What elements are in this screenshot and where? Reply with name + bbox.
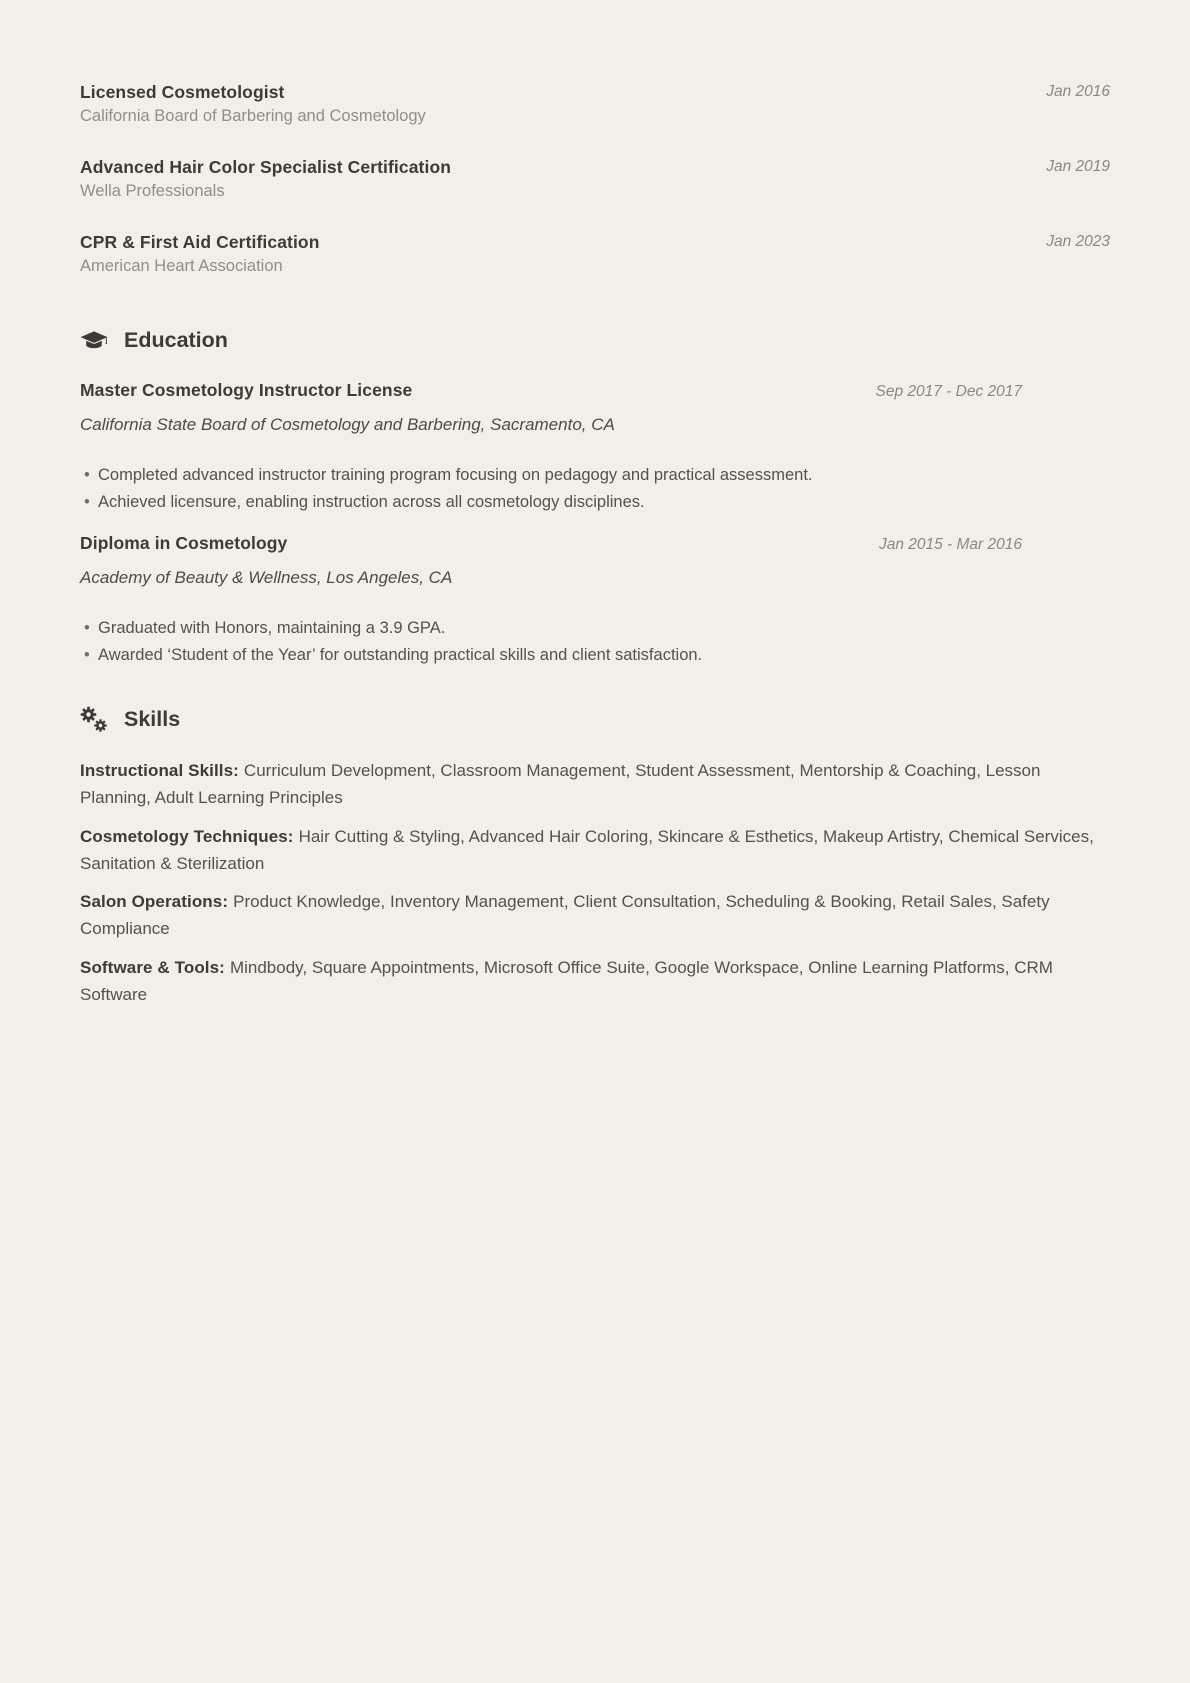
education-bullet-list bbox=[80, 462, 1110, 516]
certification-main bbox=[80, 80, 426, 129]
certification-issuer: American Heart Association bbox=[80, 257, 283, 275]
skills-section bbox=[80, 703, 1110, 1008]
certification-issuer: California Board of Barbering and Cosmetology bbox=[80, 107, 426, 125]
degree-title: Master Cosmetology Instructor License bbox=[80, 380, 413, 400]
skills-heading-label: Skills bbox=[124, 707, 181, 731]
skill-group-items: Mindbody, Square Appointments, Microsoft Office Suite, Google Workspace, Online Learning Platforms, CRM Software bbox=[80, 957, 1053, 1004]
gears-icon bbox=[80, 706, 108, 732]
education-bullet: • Graduated with Honors, maintaining a 3.9 GPA. bbox=[80, 615, 1110, 642]
certifications-section bbox=[80, 80, 1110, 279]
education-entry-header bbox=[80, 378, 1110, 404]
certification-main bbox=[80, 155, 451, 204]
education-entry bbox=[80, 531, 1110, 669]
certification-title: CPR & First Aid Certification bbox=[80, 232, 320, 252]
certification-date: Jan 2016 bbox=[1046, 83, 1110, 100]
skill-group-items: Curriculum Development, Classroom Management, Student Assessment, Mentorship & Coaching, Lesson Planning, Adult Learning Principles bbox=[80, 761, 1041, 807]
education-section bbox=[80, 324, 1110, 669]
education-bullet: • Awarded ‘Student of the Year’ for outstanding practical skills and client satisfaction. bbox=[80, 642, 1110, 669]
education-dates: Sep 2017 - Dec 2017 bbox=[875, 383, 1022, 400]
education-bullet: • Completed advanced instructor training program focusing on pedagogy and practical assessment. bbox=[80, 462, 1110, 489]
education-entry-header bbox=[80, 531, 1110, 557]
education-bullet: • Achieved licensure, enabling instruction across all cosmetology disciplines. bbox=[80, 489, 1110, 516]
education-heading-label: Education bbox=[124, 328, 228, 352]
skill-group bbox=[80, 888, 1110, 942]
certification-title: Advanced Hair Color Specialist Certification bbox=[80, 157, 452, 177]
certification-issuer: Wella Professionals bbox=[80, 182, 225, 200]
education-heading bbox=[80, 324, 1110, 356]
skill-group-label: Software & Tools: bbox=[80, 957, 225, 977]
graduation-cap-icon bbox=[80, 327, 108, 353]
education-dates: Jan 2015 - Mar 2016 bbox=[878, 536, 1022, 553]
skill-group-label: Salon Operations: bbox=[80, 892, 229, 911]
skill-group-items: Product Knowledge, Inventory Management, Client Consultation, Scheduling & Booking, Retail Sales, Safety Compliance bbox=[80, 892, 1050, 938]
skill-group bbox=[80, 823, 1110, 877]
education-entry bbox=[80, 378, 1110, 516]
certification-main bbox=[80, 230, 320, 279]
certification-item bbox=[80, 155, 1110, 204]
certification-item bbox=[80, 80, 1110, 129]
education-bullet-list bbox=[80, 615, 1110, 669]
certification-date: Jan 2023 bbox=[1046, 233, 1110, 250]
institution: Academy of Beauty & Wellness, Los Angeles, CA bbox=[80, 568, 453, 587]
skill-group-items: Hair Cutting & Styling, Advanced Hair Coloring, Skincare & Esthetics, Makeup Artistry, Chemical Services, Sanitation & Sterilization bbox=[80, 826, 1094, 873]
certification-title: Licensed Cosmetologist bbox=[80, 82, 285, 102]
skill-group-label: Instructional Skills: bbox=[80, 761, 239, 780]
certification-date: Jan 2019 bbox=[1046, 158, 1110, 175]
institution: California State Board of Cosmetology and Barbering, Sacramento, CA bbox=[80, 415, 615, 434]
certification-item bbox=[80, 230, 1110, 279]
degree-title: Diploma in Cosmetology bbox=[80, 533, 288, 553]
skill-group bbox=[80, 954, 1110, 1008]
skills-heading bbox=[80, 703, 1110, 735]
skill-group-label: Cosmetology Techniques: bbox=[80, 826, 294, 846]
skill-group bbox=[80, 757, 1110, 811]
